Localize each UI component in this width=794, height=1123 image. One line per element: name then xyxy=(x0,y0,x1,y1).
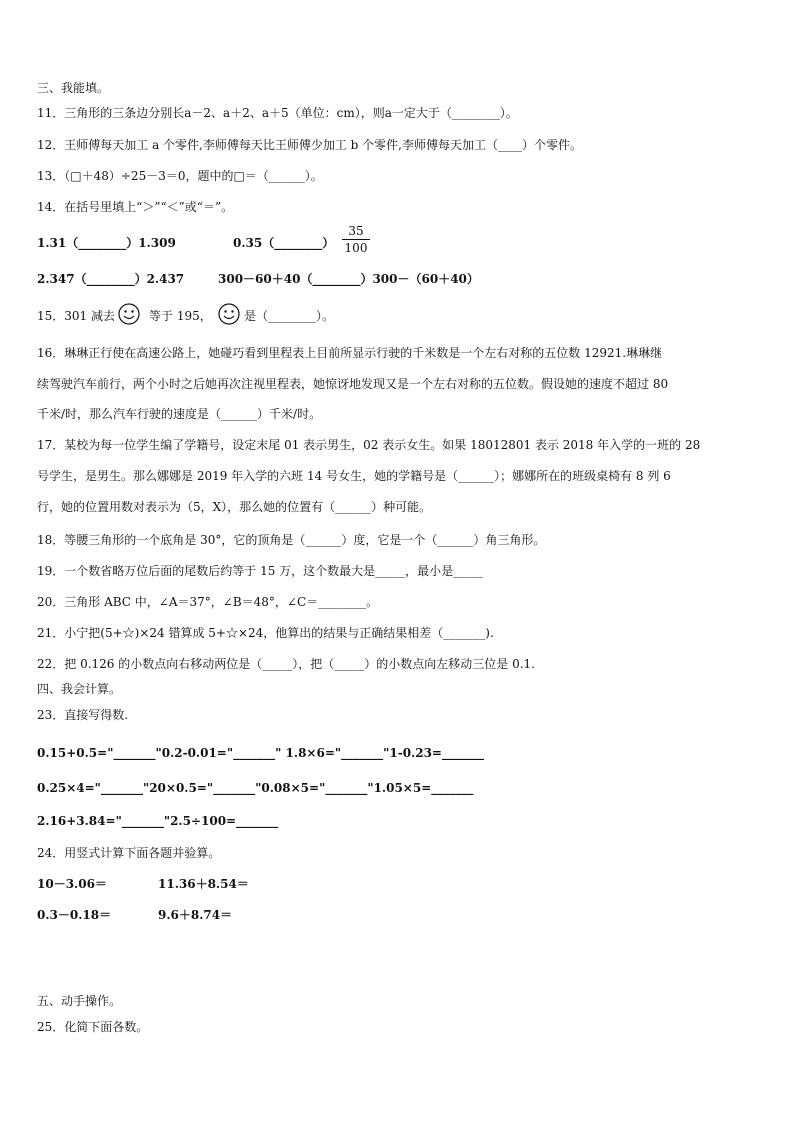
question-23-row-2: 0.25×4="_______"20×0.5="_______"0.08×5="_______"1.05×5=_______ xyxy=(37,781,474,795)
question-17-line-3: 行，她的位置用数对表示为（5，X），那么她的位置有（______）种可能。 xyxy=(37,500,432,514)
question-13: 13．（□＋48）÷25－3＝0，题中的□＝（______）。 xyxy=(37,169,323,183)
question-24-calc-3: 0.3－0.18＝ xyxy=(37,908,112,922)
question-15-part-b: 等于 195， xyxy=(149,309,212,323)
question-16-line-3: 千米/时，那么汽车行驶的速度是（______）千米/时。 xyxy=(37,407,322,421)
smiley-face-icon xyxy=(218,303,240,325)
question-16-line-2: 续驾驶汽车前行，两个小时之后她再次注视里程表，她惊讶地发现又是一个左右对称的五位数。假设她的速度不超过 80 xyxy=(37,377,669,391)
question-25: 25．化简下面各数。 xyxy=(37,1020,149,1034)
question-15-part-a: 15．301 减去 xyxy=(37,309,115,323)
question-17-line-2: 号学生，是男生。那么娜娜是 2019 年入学的六班 14 号女生，她的学籍号是（______）；娜娜所在的班级桌椅有 8 列 6 xyxy=(37,469,671,483)
question-21: 21．小宁把(5+☆)×24 错算成 5+☆×24，他算出的结果与正确结果相差（_______). xyxy=(37,626,494,640)
question-14: 14．在括号里填上“＞”“＜”或“＝”。 xyxy=(37,200,234,214)
question-14-row2-a: 2.347（________）2.437 xyxy=(37,272,185,286)
fraction-bar xyxy=(342,239,370,240)
question-11: 11．三角形的三条边分别长a－2、a＋2、a＋5（单位：cm），则a一定大于（________）。 xyxy=(37,106,518,120)
question-16-line-1: 16．琳琳正行使在高速公路上，她碰巧看到里程表上目前所显示行驶的千米数是一个左右对称的五位数 12921.琳琳继 xyxy=(37,346,663,360)
fraction-numerator: 35 xyxy=(348,224,364,238)
question-19: 19．一个数省略万位后面的尾数后约等于 15 万，这个数最大是_____，最小是_____ xyxy=(37,564,484,578)
question-17-line-1: 17．某校为每一位学生编了学籍号，设定末尾 01 表示男生，02 表示女生。如果 18012801 表示 2018 年入学的一班的 28 xyxy=(37,438,701,452)
question-23-row-3: 2.16+3.84="_______"2.5÷100=_______ xyxy=(37,814,279,828)
question-24-calc-2: 11.36＋8.54＝ xyxy=(158,877,249,891)
question-20: 20．三角形 ABC 中，∠A＝37°，∠B＝48°，∠C＝________。 xyxy=(37,595,379,609)
question-24: 24．用竖式计算下面各题并验算。 xyxy=(37,846,221,860)
section-4-heading: 四、我会计算。 xyxy=(37,682,122,696)
question-24-calc-1: 10－3.06＝ xyxy=(37,877,107,891)
question-22: 22．把 0.126 的小数点向右移动两位是（_____），把（_____）的小数点向左移动三位是 0.1. xyxy=(37,657,535,671)
question-14-row1-a: 1.31（________）1.309 xyxy=(37,236,176,250)
question-12: 12．王师傅每天加工 a 个零件,李师傅每天比王师傅少加工 b 个零件,李师傅每天加工（____）个零件。 xyxy=(37,138,582,152)
fraction-35-100 xyxy=(342,224,370,255)
question-23: 23．直接写得数. xyxy=(37,708,129,722)
fraction-denominator: 100 xyxy=(344,241,368,255)
question-23-row-1: 0.15+0.5="_______"0.2-0.01="_______" 1.8×6="_______"1-0.23=_______ xyxy=(37,746,484,760)
question-24-calc-4: 9.6＋8.74＝ xyxy=(158,908,233,922)
question-14-row1-b: 0.35（________） xyxy=(233,236,335,250)
question-18: 18．等腰三角形的一个底角是 30°，它的顶角是（______）度，它是一个（______）角三角形。 xyxy=(37,533,546,547)
smiley-face-icon xyxy=(118,303,140,325)
section-5-heading: 五、动手操作。 xyxy=(37,994,122,1008)
question-14-row2-b: 300－60＋40（________）300－（60＋40） xyxy=(218,272,479,286)
section-3-heading: 三、我能填。 xyxy=(37,81,110,95)
question-15-part-c: 是（________）。 xyxy=(244,309,335,323)
